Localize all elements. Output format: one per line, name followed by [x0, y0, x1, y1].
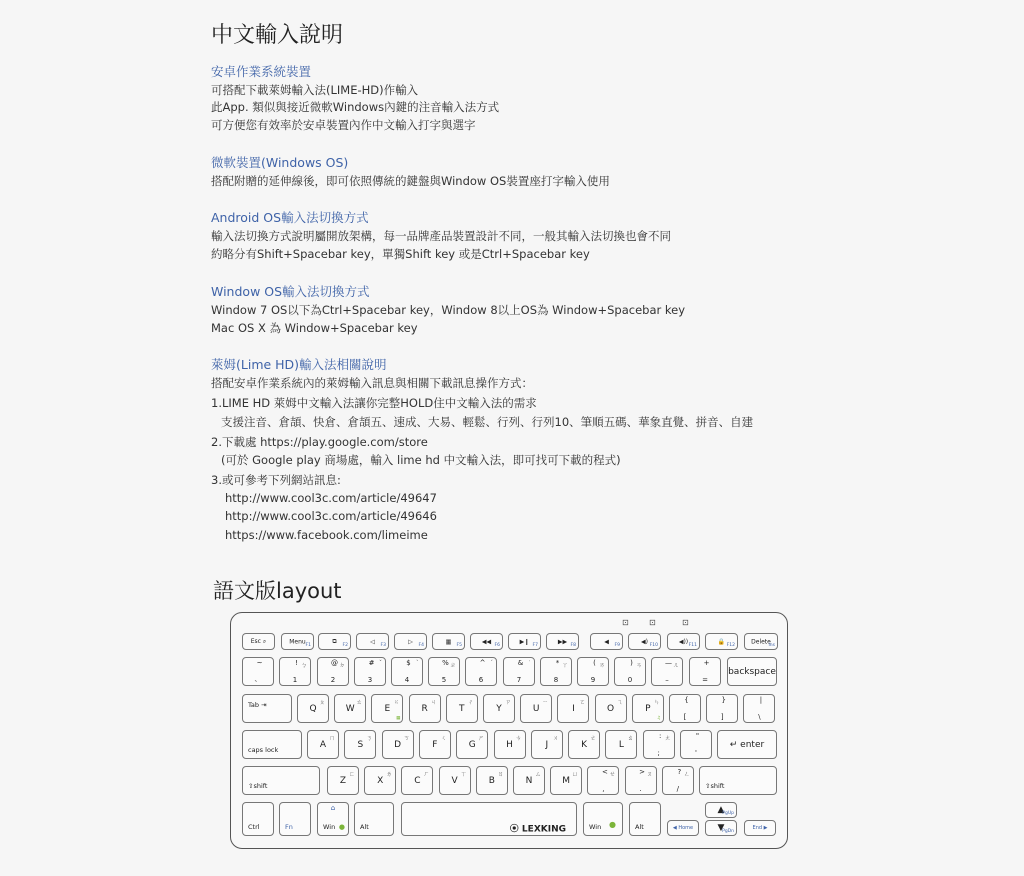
section-heading-android-switch: Android OS輸入法切換方式: [211, 210, 369, 225]
enter-key[interactable]: [717, 730, 777, 759]
arrow-up-icon: ▲: [717, 805, 725, 815]
arrow-down-key[interactable]: [705, 820, 737, 836]
zhuyin-label: ㄟ: [616, 699, 623, 706]
zhuyin-label: ㄢ: [635, 662, 642, 669]
key-num-8[interactable]: [540, 657, 572, 686]
key-label: U: [532, 703, 540, 714]
text-line: 約略分有Shift+Spacebar key，單獨Shift key 或是Ctrl+Spacebar key: [211, 247, 590, 261]
key-label: W: [345, 703, 355, 714]
key-label: /: [676, 785, 679, 793]
backspace-key[interactable]: [727, 657, 777, 686]
zhuyin-label: ㄤ: [664, 735, 671, 742]
url-link[interactable]: http://www.cool3c.com/article/49646: [225, 509, 437, 523]
key-label: Alt: [360, 823, 369, 831]
key-v[interactable]: [439, 766, 471, 795]
keyboard-diagram: [230, 612, 788, 849]
key-d[interactable]: [382, 730, 414, 759]
key-shift-label: |: [759, 696, 763, 704]
android-icon: ▦: [396, 716, 401, 721]
key-label: ⇧shift: [248, 782, 268, 790]
fn-key-f1[interactable]: [281, 633, 314, 650]
music-icon: ♫: [656, 716, 661, 721]
key-label: H: [506, 739, 513, 750]
zhuyin-label: ㄉ: [338, 662, 345, 669]
key-h[interactable]: [494, 730, 526, 759]
text-line: 搭配安卓作業系統內的萊姆輸入訊息與相關下載訊息操作方式：: [211, 376, 533, 390]
key-label: 3: [367, 676, 373, 684]
zhuyin-label: ㄏ: [423, 771, 430, 778]
rewind-icon: ◀◀: [481, 638, 492, 645]
key-label: J: [545, 739, 549, 750]
key-shift-label: +: [703, 659, 710, 667]
key-num-1[interactable]: [279, 657, 311, 686]
play-pause-icon: ▶❙: [519, 638, 530, 645]
key-label: Q: [309, 703, 317, 714]
fn-key-alt-label: F8: [570, 643, 576, 648]
key-shift-label: {: [684, 696, 689, 704]
zhuyin-label: ㄡ: [646, 771, 653, 778]
url-link[interactable]: http://www.cool3c.com/article/49647: [225, 491, 437, 505]
home-icon: ⌂: [330, 804, 336, 812]
indicator-light-icon: ⊡: [682, 618, 689, 627]
key-shift-label: ^: [479, 659, 486, 667]
spacebar-key[interactable]: [401, 802, 577, 836]
key-label: Win: [323, 823, 336, 831]
zhuyin-label: ㄗ: [504, 699, 511, 706]
key-label: [: [683, 713, 687, 721]
text-line: 搭配附贈的延伸線後，即可依照傳統的鍵盤與Window OS裝置座打字輸入使用: [211, 174, 610, 188]
key-label: 9: [590, 676, 596, 684]
fn-key-alt-label: F5: [456, 643, 462, 648]
fn-key-alt-label: F4: [418, 643, 424, 648]
key-t[interactable]: [446, 694, 478, 723]
section-heading-android-device: 安卓作業系統裝置: [211, 64, 312, 79]
zhuyin-label: ㄔ: [467, 699, 474, 706]
key-label: V: [451, 775, 458, 786]
zhuyin-label: ˙: [528, 660, 531, 667]
key-e[interactable]: [371, 694, 403, 723]
key-label: 7: [516, 676, 522, 684]
key-shift-label: —: [665, 659, 672, 667]
left-shift-key[interactable]: [242, 766, 320, 795]
fn-key-label: Menu: [289, 638, 306, 645]
zhuyin-label: ㄧ: [542, 699, 549, 706]
key-label: E: [384, 703, 391, 714]
fn-key-alt-label: F1: [305, 643, 311, 648]
zhuyin-label: ㄣ: [653, 699, 660, 706]
indicator-light-icon: ⊡: [622, 618, 629, 627]
indicator-light-icon: ⊡: [649, 618, 656, 627]
key-shift-label: ": [695, 732, 700, 740]
zhuyin-label: ㄕ: [478, 735, 485, 742]
key-label: ↵ enter: [729, 739, 765, 750]
key-label: 4: [404, 676, 410, 684]
caps-lock-key[interactable]: [242, 730, 302, 759]
key-sym-11[interactable]: [669, 694, 701, 723]
text-line: 可搭配下載萊姆輸入法(LIME-HD)作輸入: [211, 83, 419, 97]
zhuyin-label: ㄖ: [497, 771, 504, 778]
key-shift-label: ): [630, 659, 633, 667]
fn-key-alt-label: F2: [342, 643, 348, 648]
text-line: Window 7 OS以下為Ctrl+Spacebar key，Window 8以上OS為 Window+Spacebar key: [211, 303, 686, 317]
zhuyin-label: ˇ: [379, 660, 382, 667]
key-label: G: [468, 739, 476, 750]
key-label: 6: [478, 676, 484, 684]
key-shift-label: #: [368, 659, 375, 667]
key-label: X: [377, 775, 384, 786]
text-line: (可於 Google play 商場處，輸入 lime hd 中文輸入法，即可找可下載的程式): [221, 453, 621, 467]
zhuyin-label: ㄨ: [552, 735, 559, 742]
fn-key-f4[interactable]: [394, 633, 427, 650]
key-label: –: [665, 676, 669, 684]
fn-key-f12[interactable]: [705, 633, 738, 650]
zhuyin-label: ㄝ: [609, 771, 616, 778]
key-r[interactable]: [409, 694, 441, 723]
zhuyin-label: ˊ: [490, 660, 493, 667]
zhuyin-label: ˋ: [416, 660, 419, 667]
key-shift-label: &: [517, 659, 524, 667]
key-label: Z: [339, 775, 347, 786]
fn-key-f8[interactable]: [546, 633, 579, 650]
key-p[interactable]: [632, 694, 664, 723]
url-link[interactable]: https://www.facebook.com/limeime: [225, 528, 428, 542]
fn-key-alt-label: F9: [614, 643, 620, 648]
fn-key-f11[interactable]: [667, 633, 700, 650]
key-shift-label: $: [406, 659, 411, 667]
zhuyin-label: ㄆ: [318, 699, 325, 706]
key-sym-9[interactable]: [625, 766, 657, 795]
fn-key-esc[interactable]: [242, 633, 275, 650]
arrow-right-icon: End ▶: [752, 825, 768, 831]
key-num-12[interactable]: [689, 657, 721, 686]
arrow-up-sublabel: PgUp: [722, 811, 734, 816]
key-u[interactable]: [520, 694, 552, 723]
key-label: Fn: [285, 823, 293, 831]
fn-key-alt-label: F3: [380, 643, 386, 648]
key-label: \: [758, 713, 761, 721]
text-line: 3.或可參考下列網站訊息:: [211, 473, 341, 487]
left-alt-key[interactable]: [354, 802, 394, 836]
key-shift-label: *: [555, 659, 560, 667]
key-l[interactable]: [605, 730, 637, 759]
zhuyin-label: ㄋ: [366, 735, 373, 742]
arrow-down-sublabel: PgDn: [722, 829, 734, 834]
mute-icon: ◀: [604, 638, 609, 645]
key-label: 5: [441, 676, 447, 684]
key-label: R: [421, 703, 428, 714]
key-y[interactable]: [483, 694, 515, 723]
key-b[interactable]: [476, 766, 508, 795]
key-label: caps lock: [248, 746, 279, 754]
text-line: 輸入法切換方式說明屬開放架構，每一品牌產品裝置設計不同，一般其輸入法切換也會不同: [211, 229, 671, 243]
android-icon: ●: [338, 823, 345, 831]
key-shift-label: !: [295, 659, 298, 667]
key-label: 8: [553, 676, 559, 684]
key-num-2[interactable]: [317, 657, 349, 686]
fn-key-alt-label: F6: [494, 643, 500, 648]
fn-key-f9[interactable]: [590, 633, 623, 650]
zhuyin-label: ㄌ: [386, 771, 393, 778]
key-shift-label: >: [639, 768, 646, 776]
key-num-0[interactable]: [242, 657, 274, 686]
key-num-9[interactable]: [577, 657, 609, 686]
key-num-6[interactable]: [465, 657, 497, 686]
arrow-up-key[interactable]: [705, 802, 737, 818]
volume-down-icon: ◀): [641, 638, 648, 645]
key-m[interactable]: [550, 766, 582, 795]
key-shift-label: :: [659, 732, 662, 740]
key-label: 、: [254, 675, 262, 683]
zhuyin-label: ㄚ: [561, 662, 568, 669]
page-title: 中文輸入說明: [211, 23, 344, 48]
key-label: D: [394, 739, 402, 750]
key-sym-10[interactable]: [662, 766, 694, 795]
window-icon: ⧉: [332, 637, 337, 645]
fn-key-f10[interactable]: [628, 633, 661, 650]
fn-key-label: Delete: [751, 638, 771, 645]
fn-key-f2[interactable]: [318, 633, 351, 650]
key-shift-label: <: [601, 768, 608, 776]
lock-icon: 🔒: [717, 638, 726, 645]
key-n[interactable]: [513, 766, 545, 795]
key-num-4[interactable]: [391, 657, 423, 686]
zhuyin-label: ㄠ: [627, 735, 634, 742]
key-k[interactable]: [568, 730, 600, 759]
text-line: Mac OS X 為 Window+Spacebar key: [211, 321, 418, 335]
zhuyin-label: ㄎ: [403, 735, 410, 742]
key-label: N: [525, 775, 533, 786]
android-icon: ●: [609, 820, 616, 829]
zhuyin-label: ㄅ: [300, 662, 307, 669]
grid-icon: ▦: [445, 638, 452, 645]
tab-key[interactable]: [242, 694, 292, 723]
key-label: P: [645, 703, 651, 714]
zhuyin-label: ㄇ: [328, 735, 335, 742]
key-f[interactable]: [419, 730, 451, 759]
key-label: Ctrl: [248, 823, 260, 831]
key-label: A: [319, 739, 327, 750]
zhuyin-label: ㄙ: [534, 771, 541, 778]
key-shift-label: ~: [256, 659, 263, 667]
key-label: ]: [720, 713, 724, 721]
key-label: Y: [496, 703, 502, 714]
key-num-10[interactable]: [614, 657, 646, 686]
key-label: I: [572, 703, 575, 714]
key-j[interactable]: [531, 730, 563, 759]
key-a[interactable]: [307, 730, 339, 759]
fn-key-f6[interactable]: [470, 633, 503, 650]
arrow-down-icon: ▼: [717, 823, 725, 833]
zhuyin-label: ㄥ: [683, 771, 690, 778]
arrow-right-key[interactable]: [744, 820, 776, 836]
right-win-key[interactable]: [583, 802, 623, 836]
arrow-left-icon: ◀ Home: [672, 825, 694, 831]
key-sym-13[interactable]: [743, 694, 775, 723]
fn-key-f5[interactable]: [432, 633, 465, 650]
key-sym-12[interactable]: [706, 694, 738, 723]
section-heading-lime-hd: 萊姆(Lime HD)輸入法相關說明: [211, 357, 387, 372]
key-label: F: [432, 739, 438, 750]
zhuyin-label: ㄛ: [579, 699, 586, 706]
brand-logo: ⦿ LEXKING: [509, 824, 566, 835]
key-shift-label: ?: [677, 768, 682, 776]
back-icon: ◁: [370, 638, 375, 645]
key-label: ;: [657, 749, 660, 757]
zhuyin-label: ㄓ: [449, 662, 456, 669]
key-label: =: [702, 676, 708, 684]
key-label: ⇧shift: [705, 782, 725, 790]
key-num-11[interactable]: [651, 657, 683, 686]
fn-key-f7[interactable]: [508, 633, 541, 650]
fn-key-f3[interactable]: [356, 633, 389, 650]
zhuyin-label: ㄞ: [598, 662, 605, 669]
fn-key[interactable]: [279, 802, 311, 836]
key-num-5[interactable]: [428, 657, 460, 686]
key-label: Tab ⇥: [248, 701, 267, 709]
arrow-left-key[interactable]: [667, 820, 699, 836]
key-x[interactable]: [364, 766, 396, 795]
zhuyin-label: ㄍ: [393, 699, 400, 706]
zhuyin-label: ㄐ: [430, 699, 437, 706]
key-label: O: [607, 703, 615, 714]
key-label: ': [695, 749, 697, 757]
text-line: 1.LIME HD 萊姆中文輸入法讓你完整HOLD住中文輸入法的需求: [211, 396, 537, 410]
fn-key-alt-label: F7: [532, 643, 538, 648]
fn-key-alt-label: Ins: [768, 643, 775, 648]
key-g[interactable]: [456, 730, 488, 759]
key-shift-label: }: [721, 696, 726, 704]
zhuyin-label: ㄑ: [440, 735, 447, 742]
key-label: K: [581, 739, 588, 750]
search-icon: Esc ⌕: [250, 637, 267, 645]
key-shift-label: @: [331, 659, 338, 667]
key-label: C: [414, 775, 421, 786]
text-line: 可方便您有效率於安卓裝置內作中文輸入打字與選字: [211, 118, 476, 132]
text-line: 支援注音、倉頡、快倉、倉頡五、速成、大易、輕鬆、行列、行列10、筆順五碼、華象直覺、拼音、自建: [221, 415, 754, 429]
key-i[interactable]: [557, 694, 589, 723]
text-line: 此App. 類似與接近微軟Windows內鍵的注音輸入法方式: [211, 100, 500, 114]
fn-key-delete[interactable]: [744, 633, 778, 650]
section-heading-windows-device: 微軟裝置(Windows OS): [211, 155, 349, 170]
key-label: 2: [330, 676, 336, 684]
forward-icon: ▷: [408, 638, 413, 645]
key-num-3[interactable]: [354, 657, 386, 686]
key-c[interactable]: [401, 766, 433, 795]
zhuyin-label: ㄦ: [672, 662, 679, 669]
key-label: 1: [292, 676, 298, 684]
volume-up-icon: ◀)): [678, 638, 689, 645]
key-label: T: [459, 703, 465, 714]
zhuyin-label: ㄊ: [356, 699, 363, 706]
key-label: B: [488, 775, 495, 786]
key-label: S: [357, 739, 364, 750]
key-sym-10[interactable]: [643, 730, 675, 759]
text-line: 2.下載處 https://play.google.com/store: [211, 435, 428, 449]
key-w[interactable]: [334, 694, 366, 723]
zhuyin-label: ㄒ: [460, 771, 467, 778]
section-heading-windows-switch: Window OS輸入法切換方式: [211, 284, 370, 299]
key-s[interactable]: [344, 730, 376, 759]
layout-title: 語文版layout: [213, 579, 342, 603]
key-z[interactable]: [327, 766, 359, 795]
zhuyin-label: ㄘ: [515, 735, 522, 742]
right-alt-key[interactable]: [629, 802, 661, 836]
key-sym-8[interactable]: [587, 766, 619, 795]
fn-key-alt-label: F10: [649, 643, 658, 648]
fast-forward-icon: ▶▶: [557, 638, 568, 645]
key-label: M: [562, 775, 571, 786]
key-label: .: [639, 785, 642, 793]
zhuyin-label: ㄜ: [590, 735, 597, 742]
zhuyin-label: ㄩ: [572, 771, 579, 778]
key-num-7[interactable]: [503, 657, 535, 686]
key-label: 0: [627, 676, 633, 684]
key-o[interactable]: [595, 694, 627, 723]
fn-key-alt-label: F12: [726, 643, 735, 648]
left-win-key[interactable]: [317, 802, 349, 836]
key-shift-label: %: [442, 659, 449, 667]
key-shift-label: (: [593, 659, 596, 667]
key-sym-11[interactable]: [680, 730, 712, 759]
key-label: L: [618, 739, 624, 750]
right-shift-key[interactable]: [699, 766, 777, 795]
key-label: ,: [602, 785, 605, 793]
ctrl-key[interactable]: [242, 802, 274, 836]
key-label: Win: [589, 823, 602, 831]
key-label: Alt: [635, 823, 644, 831]
key-q[interactable]: [297, 694, 329, 723]
key-label: backspace: [728, 666, 776, 677]
fn-key-alt-label: F11: [688, 643, 697, 648]
zhuyin-label: ㄈ: [348, 771, 355, 778]
